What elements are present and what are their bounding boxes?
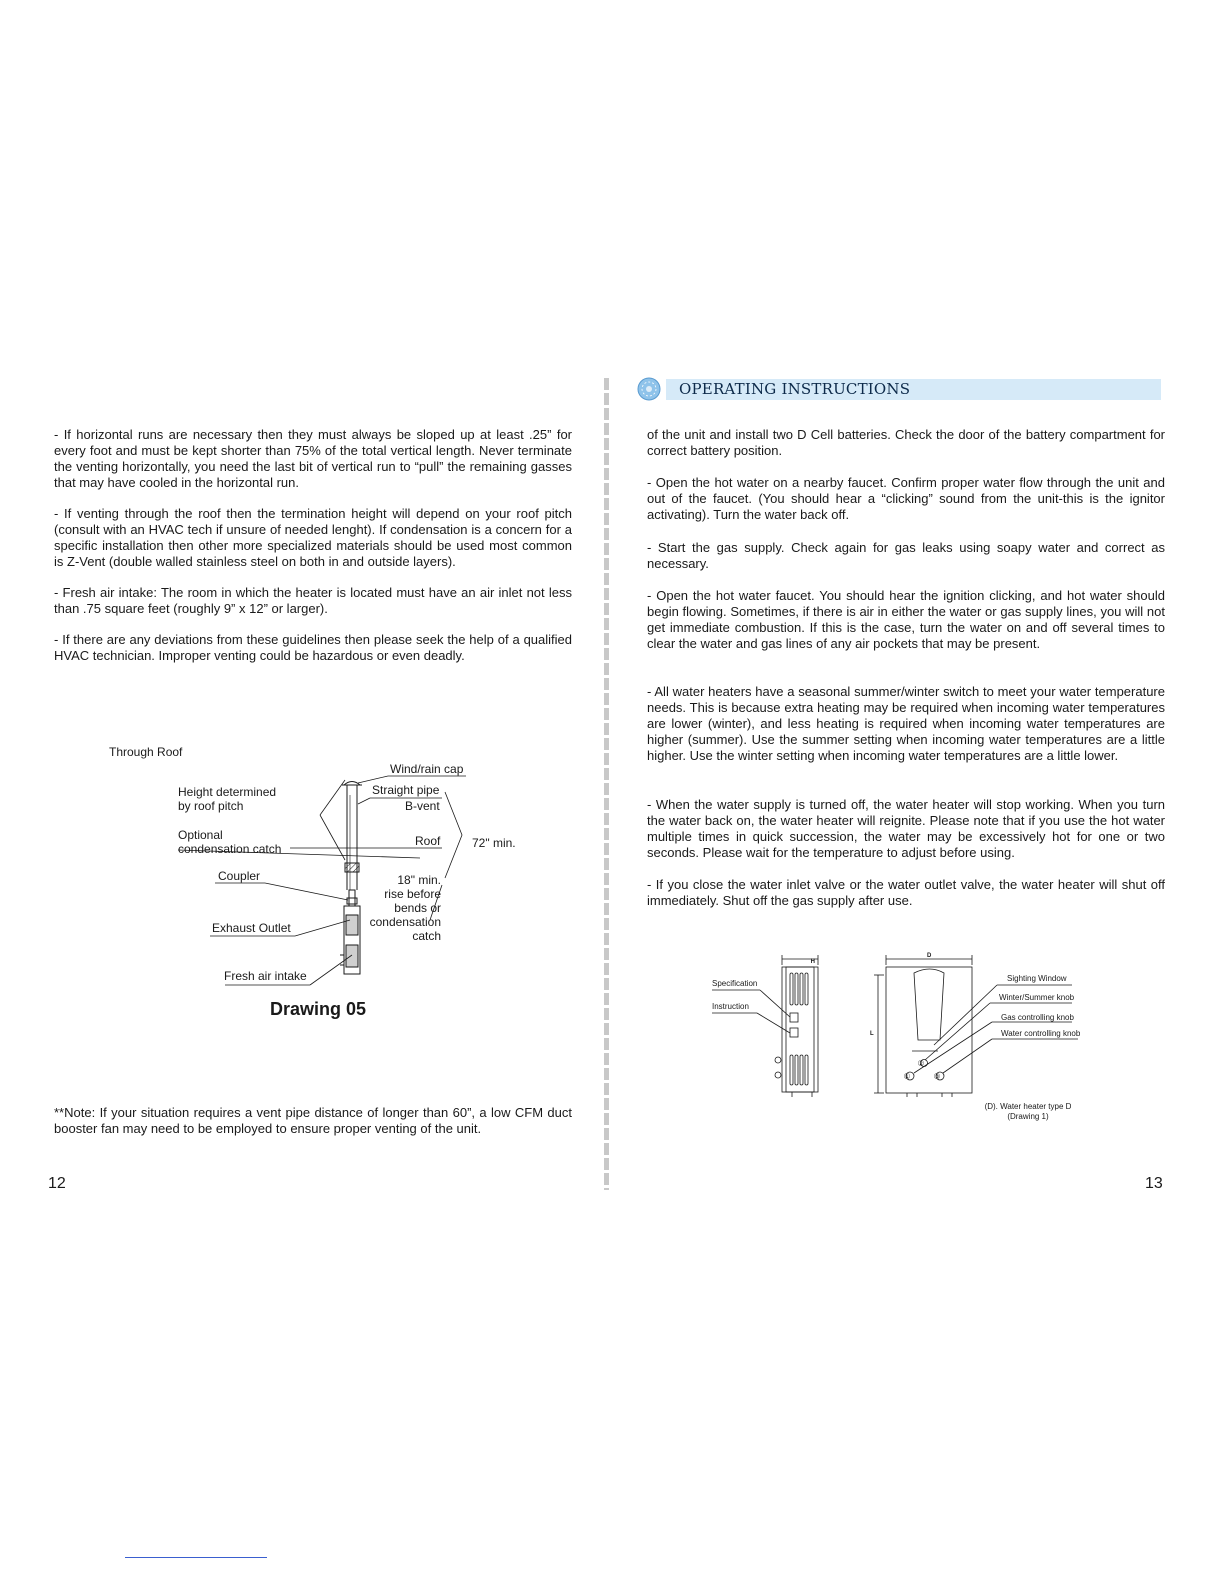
drawing-05-figure: [100, 740, 540, 1030]
label-roof: Roof: [415, 834, 441, 848]
label-b-vent: B-vent: [405, 799, 440, 813]
knob-number-1: ①: [903, 1072, 911, 1081]
drawing-heading: Through Roof: [109, 745, 183, 759]
footer-link-underline: [125, 1557, 267, 1558]
dim-l-label: L: [870, 1031, 874, 1037]
drawing-1-figure: [702, 945, 1082, 1130]
vent-through-roof-diagram: [100, 740, 540, 1030]
label-fresh-air-intake: Fresh air intake: [224, 969, 307, 983]
label-rise-line2: rise before: [384, 887, 441, 901]
label-water-controlling-knob: Water controlling knob: [1001, 1029, 1081, 1038]
label-optional: Optional: [178, 828, 223, 842]
water-heater-type-d-diagram: [702, 945, 1082, 1130]
page-number-right: 13: [1145, 1175, 1163, 1192]
right-page: [612, 0, 1224, 1584]
label-condensation-catch: condensation catch: [178, 842, 282, 856]
label-height-line2: by roof pitch: [178, 799, 244, 813]
paragraph-ignition: - Open the hot water faucet. You should hear the ignition clicking, and hot water should begin flowing. Sometimes, if there is air in either the water or gas supply lines, you will not get immediate combustion. If this is the case, turn the water on and off several times to clear the water and gas lines of any air pockets that may be present.: [647, 588, 1165, 651]
paragraph-close-valve: - If you close the water inlet valve or the water outlet valve, the water heater will shut off immediately. Shut off the gas supply after use.: [647, 877, 1165, 908]
label-rise-line1: 18" min.: [397, 873, 441, 887]
paragraph-horizontal-runs: - If horizontal runs are necessary then they must always be sloped up at least .25” for every foot and must be kept shorter than 75% of the total vertical length. Never terminate the venting horizontally, you need the last bit of vertical run to “pull” the remaining gasses that may have cooled in the horizontal run.: [54, 427, 572, 490]
label-instruction: Instruction: [712, 1002, 749, 1011]
dim-d-label: D: [927, 953, 932, 959]
page-number-left: 12: [48, 1175, 66, 1192]
section-header: [636, 376, 1161, 402]
label-rise-line3: bends or: [394, 901, 441, 915]
label-specification: Specification: [712, 979, 758, 988]
note-booster-fan: **Note: If your situation requires a vent pipe distance of longer than 60”, a low CFM duct booster fan may need to be employed to ensure proper venting of the unit.: [54, 1105, 572, 1136]
label-height-line1: Height determined: [178, 785, 277, 799]
label-coupler: Coupler: [218, 869, 261, 883]
left-page: [0, 0, 606, 1584]
paragraph-water-supply-off: - When the water supply is turned off, the water heater will stop working. When you turn the water back on, the water heater will reignite. Please note that if you use the hot water multiple times in quick succession, the water may be excessively hot for one or two seconds. Please wait for the temperature to adjust before using.: [647, 797, 1165, 860]
label-winter-summer-knob: Winter/Summer knob: [999, 993, 1075, 1002]
label-sighting-window: Sighting Window: [1007, 974, 1067, 983]
label-wind-rain-cap: Wind/rain cap: [390, 762, 464, 776]
section-title: OPERATING INSTRUCTIONS: [679, 380, 911, 398]
paragraph-summer-winter: - All water heaters have a seasonal summer/winter switch to meet your water temperature needs. This is because extra heating may be required when incoming water temperatures are lower (winter), and less heating is required when incoming water temperatures are higher (summer). Use the summer setting when incoming water temperatures are a little higher. Use the winter setting when incoming water temperatures are a little lower.: [647, 684, 1165, 763]
paragraph-fresh-air: - Fresh air intake: The room in which the heater is located must have an air inlet not less than .75 square feet (roughly 9” x 12” or larger).: [54, 585, 572, 616]
label-exhaust-outlet: Exhaust Outlet: [212, 921, 291, 935]
label-gas-controlling-knob: Gas controlling knob: [1001, 1013, 1074, 1022]
vent-pipe: [340, 782, 362, 975]
side-view: [712, 955, 818, 1097]
label-straight-pipe: Straight pipe: [372, 783, 440, 797]
knob-number-3: ③: [933, 1072, 941, 1081]
label-rise-line5: catch: [412, 929, 441, 943]
paragraph-start-gas: - Start the gas supply. Check again for gas leaks using soapy water and correct as necessary.: [647, 540, 1165, 571]
paragraph-batteries: of the unit and install two D Cell batteries. Check the door of the battery compartment for correct battery position.: [647, 427, 1165, 458]
paragraph-deviations: - If there are any deviations from these guidelines then please seek the help of a qualified HVAC technician. Improper venting could be hazardous or even deadly.: [54, 632, 572, 663]
label-72-min: 72" min.: [472, 836, 516, 850]
dim-h-label: H: [810, 959, 815, 965]
knob-number-2: ②: [917, 1059, 925, 1068]
globe-icon: [636, 376, 662, 402]
label-rise-line4: condensation: [369, 915, 441, 929]
drawing-caption-line2: (Drawing 1): [1007, 1112, 1049, 1121]
paragraph-roof-venting: - If venting through the roof then the termination height will depend on your roof pitch (consult with an HVAC tech if unsure of needed lenght). If condensation is a concern for a specific installation then other more specialized materials should be used most common is Z-Vent (double walled stainless steel on both in and outside layers).: [54, 506, 572, 569]
drawing-caption-line1: (D). Water heater type D: [984, 1102, 1072, 1111]
drawing-caption: Drawing 05: [270, 999, 367, 1019]
paragraph-open-hot-water: - Open the hot water on a nearby faucet. Confirm proper water flow through the unit and out of the faucet. (You should hear a “clicking” sound from the unit-this is the ignitor activating). Turn the water back off.: [647, 475, 1165, 522]
